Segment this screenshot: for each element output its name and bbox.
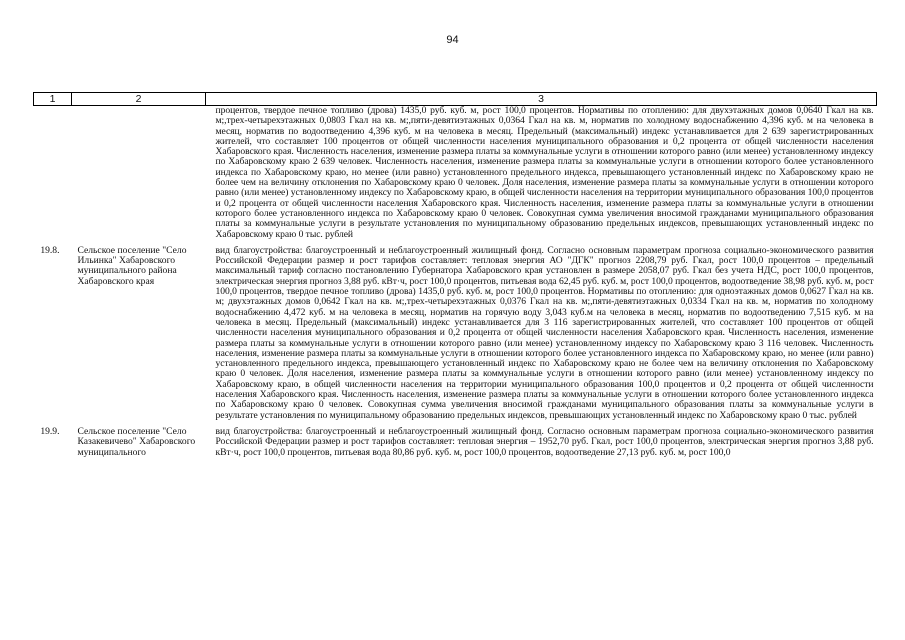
- row-number: [34, 106, 72, 240]
- tariff-table: [33, 92, 877, 458]
- row-number: 19.8.: [40, 244, 60, 256]
- table-row: [34, 106, 877, 240]
- table-header-row: [34, 93, 877, 106]
- table-row: [34, 240, 877, 421]
- row-description: вид благоустройства: благоустроенный и неблагоустроенный жилищный фонд. Согласно основным параметрам прогноза социально-экономического развития Российской Федерации размер и рост тарифов составляет: тепловая энергия АО "ДГК" прогноз 2208,79 руб. Гкал, рост 100,0 процентов – предельный максимальный тариф согласно постановлению Губернатора Хабаровского края установлен в размере 2058,07 руб. Гкал без учета НДС, рост 100,0 процентов, электрическая энергия прогноз 3,88 руб. кВт·ч, рост 100,0 процентов, питьевая вода 62,45 руб. куб. м, рост 100,0 процентов, водоотведение 38,98 руб. куб. м, рост 100,0 процентов, твердое печное топливо (дрова) 1435,0 руб. куб. м, рост 100,0 процентов. Нормативы по отоплению: для одноэтажных домов 0,0627 Гкал на кв. м; двухэтажных домов 0,0642 Гкал на кв. м;,трех-четырехэтажных 0,0376 Гкал на кв. м;,пяти-девятиэтажных 0,0334 Гкал на кв. м, норматив по холодному водоснабжению 4,472 куб. м на человека в месяц, норматив на горячую воду 3,043 куб.м на человека в месяц, норматив по водоотведению 7,515 куб. м на человека в месяц. Предельный (максимальный) индекс устанавливается для 3 116 зарегистрированных жителей, что составляет 100 процентов от общей численности населения муниципального образования и 0,2 процента от общей численности населения Хабаровского края. Численность населения, изменение размера платы за коммунальные услуги в отношении которого равно (или менее) установленному индексу по Хабаровскому краю 3 116 человек. Численность населения, изменение размера платы за коммунальные услуги в отношении которого более установленного индекса по Хабаровскому краю, но менее (или равно) установленного предельного индекса, превышающего установленный индекс по Хабаровскому краю не более чем на величину отклонения по Хабаровскому краю 0 человек. Доля населения, изменение размера платы за коммунальные услуги в отношении которого равно (или менее) установленному индексу по Хабаровскому краю, в общей численности населения на территории муниципального образования 100,0 процентов и 0,2 процента от общей численности населения Хабаровского края. Численность населения, изменение размера платы за коммунальные услуги в отношении которого более установленного индекса по Хабаровскому краю 0 человек. Совокупная сумма увеличения вносимой гражданами муниципального образования платы за коммунальные услуги в результате установления по муниципальному образованию предельных индексов, превышающих установленный индекс по Хабаровскому краю 0 тыс. рублей: [215, 244, 874, 421]
- row-number: 19.9.: [40, 425, 60, 437]
- row-municipality: Сельское поселение "Село Казакевичево" Хабаровского муниципального: [77, 425, 196, 458]
- row-municipality: Сельское поселение "Село Ильинка" Хабаровского муниципального района Хабаровского края: [77, 244, 187, 287]
- table-row: [34, 421, 877, 458]
- header-col-3: 3: [206, 93, 877, 106]
- row-description: вид благоустройства: благоустроенный и неблагоустроенный жилищный фонд. Согласно основным параметрам прогноза социально-экономического развития Российской Федерации размер и рост тарифов составляет: тепловая энергия – 1952,70 руб. Гкал, рост 100,0 процентов, электрическая энергия прогноз 3,88 руб. кВт·ч, рост 100,0 процентов, питьевая вода 80,86 руб. куб. м, рост 100,0 процентов, водоотведение 27,13 руб. куб. м, рост 100,0: [215, 425, 874, 458]
- row-description: процентов, твердое печное топливо (дрова) 1435,0 руб. куб. м, рост 100,0 процентов. Нормативы по отоплению: для двухэтажных домов 0,0640 Гкал на кв. м;,трех-четырехэтажных 0,0803 Гкал на кв. м;,пяти-девятиэтажных 0,0364 Гкал на кв. м, норматив по холодному водоснабжению 4,396 куб. м на человека в месяц, норматив по водоотведению 4,396 куб. м на человека в месяц. Предельный (максимальный) индекс устанавливается для 2 639 зарегистрированных жителей, что составляет 100 процентов от общей численности населения муниципального образования и 0,2 процента от общей численности населения Хабаровского края. Численность населения, изменение размера платы за коммунальные услуги в отношении которого равно (или менее) установленному индексу по Хабаровскому краю 2 639 человек. Численность населения, изменение размера платы за коммунальные услуги в отношении которого более установленного индекса по Хабаровскому краю, но менее (или равно) установленного предельного индекса, превышающего установленный индекс по Хабаровскому краю не более чем на величину отклонения по Хабаровскому краю 0 человек. Доля населения, изменение размера платы за коммунальные услуги в отношении которого равно (или менее) установленному индексу по Хабаровскому краю, в общей численности населения на территории муниципального образования 100,0 процентов и 0,2 процента от общей численности населения Хабаровского края. Численность населения, изменение размера платы за коммунальные услуги в отношении которого более установленного индекса по Хабаровскому краю 0 человек. Совокупная сумма увеличения вносимой гражданами муниципального образования платы за коммунальные услуги в результате установления по муниципальному образованию предельных индексов, превышающих установленный индекс по Хабаровскому краю 0 тыс. рублей: [215, 105, 874, 240]
- header-col-2: 2: [72, 93, 206, 106]
- page-number: 94: [446, 34, 459, 46]
- header-col-1: 1: [34, 93, 72, 106]
- row-municipality: [72, 106, 206, 240]
